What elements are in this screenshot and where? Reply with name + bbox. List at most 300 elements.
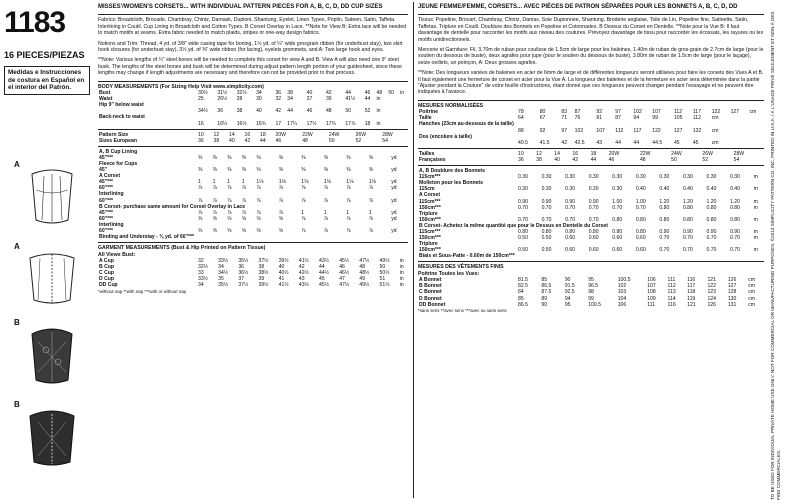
- table-cell: 116: [687, 277, 696, 284]
- row-label: 45": [99, 167, 108, 174]
- table-cell: ⅜: [346, 154, 351, 161]
- table-cell: 40.5: [518, 139, 528, 146]
- table-cell: ⅜: [346, 167, 351, 174]
- table-cell: 33½: [218, 258, 229, 265]
- row-label: Hanches (23cm au-dessous de la taille): [419, 121, 514, 128]
- table-cell: ⅞: [346, 215, 351, 222]
- table-cell: ⅝: [241, 215, 246, 222]
- english-fabrics: Fabrics: Broadcloth, Brocade, Chambray, Chintz, Damask, Dupioni, Shantung, Eyelet, Linen Types, Poplin, Sateen, Satin, Taffeta. Interlining in Coutil. Cup Lining in Broadcloth and Cotton Types. B Corset Overlay in Lace. **Note for View B: Extra lace will be needed to match motifs at seams. Extra fabric needed to match plaids, stripes or one-way design fabrics.: [98, 17, 407, 37]
- table-cell: 83: [561, 109, 568, 116]
- table-cell: ⅞: [368, 185, 373, 192]
- table-cell: 100.5: [588, 301, 601, 308]
- row-label: 150cm***: [419, 235, 441, 242]
- table-cell: 0.70: [706, 247, 717, 254]
- table-cell: 1.20: [659, 198, 670, 205]
- table-cell: 33: [198, 270, 204, 277]
- table-cell: 0.40: [682, 186, 693, 193]
- table-cell: 102: [633, 109, 642, 116]
- table-cell: 119: [687, 295, 696, 302]
- table-cell: ⅞: [346, 197, 351, 204]
- table-row: [98, 138, 408, 144]
- table-cell: cm: [711, 127, 719, 134]
- row-label: B Bonnet: [419, 283, 442, 290]
- table-cell: 42½: [298, 270, 309, 277]
- table-cell: in: [399, 270, 404, 277]
- table-cell: 114: [667, 295, 676, 302]
- table-cell: 41½: [278, 282, 289, 289]
- table-cell: ⅞: [323, 197, 329, 204]
- table-cell: ⅝: [278, 228, 284, 235]
- table-cell: 0.30: [518, 174, 528, 181]
- table-cell: 1: [241, 179, 245, 186]
- table-cell: 0.80: [588, 228, 599, 235]
- table-cell: 67: [539, 115, 546, 122]
- table-cell: 16: [244, 131, 251, 138]
- table-cell: ⅝: [256, 215, 261, 222]
- table-cell: 38: [213, 137, 220, 144]
- table-cell: 105: [673, 115, 683, 122]
- french-title: JEUNE FEMME/FEMME, CORSETS... AVEC PIÈCES DE PATRON SÉPARÉES POUR LES BONNETS A, B, C, D, DD: [418, 4, 738, 10]
- french-garment-subheading: Poitrine Toutes les Vues:: [418, 270, 480, 277]
- table-cell: 0.90: [730, 228, 740, 235]
- table-cell: in: [376, 96, 381, 103]
- table-cell: 26W: [702, 150, 713, 157]
- table-cell: 126: [707, 301, 716, 308]
- table-cell: 38: [287, 90, 293, 97]
- table-cell: ⅝: [212, 215, 217, 222]
- table-cell: 0.80: [659, 204, 670, 211]
- table-cell: 38: [536, 156, 542, 163]
- table-cell: 107: [596, 127, 605, 134]
- table-cell: 121: [687, 301, 696, 308]
- table-cell: ⅜: [241, 167, 246, 174]
- table-cell: 39: [258, 276, 265, 283]
- french-mercerie: Mercerie et Garniture: Fil, 3.70m de ruban pour coulisse de 1.5cm de large pour les baleines, 1.40m de ruban de gros-grain de 2.7cm de large (pour le soutien du dessous de buste), deux agrafes pour jupe (pour le soutien du dessous de buste), 3.80m de ruban de 1.5cm de large (pour le laçage), seize oeillets, un poinçon, A: Deux grosses agrafes.: [418, 47, 764, 66]
- table-cell: 34: [218, 264, 224, 271]
- table-cell: 17½: [306, 120, 317, 127]
- table-cell: 1: [323, 209, 327, 216]
- table-cell: 0.70: [541, 216, 552, 223]
- row-label: 60"***: [99, 185, 114, 192]
- table-cell: 39½: [278, 258, 289, 265]
- table-cell: 37½: [238, 282, 249, 289]
- row-label: Dos (encolure à taille): [419, 133, 472, 140]
- table-cell: 37: [238, 276, 245, 283]
- row-label: Bust: [99, 90, 111, 97]
- row-label: A, B Cup Lining: [99, 148, 138, 155]
- table-cell: 40: [278, 264, 285, 271]
- row-label: 115cm: [419, 186, 435, 193]
- table-cell: 90: [541, 301, 548, 308]
- french-fabric-table: [418, 168, 764, 259]
- table-cell: ⅞: [198, 197, 203, 204]
- table-cell: ⅞: [278, 185, 284, 192]
- table-cell: in: [399, 258, 404, 265]
- table-cell: 50: [379, 264, 386, 271]
- table-cell: 87: [615, 115, 621, 122]
- table-cell: 0.60: [565, 235, 576, 242]
- table-cell: ⅜: [368, 167, 373, 174]
- table-cell: cm: [711, 139, 719, 146]
- table-cell: 48: [325, 108, 332, 115]
- table-cell: ⅝: [198, 215, 203, 222]
- table-cell: 1⅛: [323, 179, 331, 186]
- table-cell: 42: [275, 108, 282, 115]
- table-cell: 0.70: [635, 204, 646, 211]
- table-cell: 44: [260, 137, 266, 144]
- table-cell: 10: [518, 150, 524, 157]
- french-footnote: *sans sens **avec sens ***avec ou sans sens: [418, 307, 507, 313]
- row-label: Back-neck to waist: [99, 114, 145, 121]
- table-cell: 118: [687, 289, 696, 296]
- table-cell: 78: [518, 109, 524, 116]
- table-cell: 117: [692, 109, 701, 116]
- table-cell: 0.60: [565, 247, 576, 254]
- table-cell: 0.60: [635, 235, 646, 242]
- table-cell: 47½: [359, 258, 370, 265]
- table-cell: 48: [302, 137, 308, 144]
- table-cell: 38½: [258, 270, 269, 277]
- view-label-b2: B: [14, 400, 20, 409]
- french-column: [418, 4, 764, 314]
- table-cell: 22W: [302, 131, 313, 138]
- table-cell: ⅞: [212, 197, 217, 204]
- table-cell: 50: [345, 108, 351, 115]
- table-cell: ⅜: [256, 154, 261, 161]
- table-cell: ⅞: [227, 185, 232, 192]
- row-label: A Corset: [99, 173, 121, 180]
- table-cell: 35: [218, 276, 224, 283]
- table-cell: 28: [236, 96, 243, 103]
- table-cell: 43: [298, 276, 305, 283]
- row-label: 150cm***: [419, 204, 441, 211]
- view-label-b1: B: [14, 318, 20, 327]
- table-cell: 32½: [236, 90, 247, 97]
- table-cell: 96.5: [588, 283, 599, 290]
- table-cell: 127: [727, 283, 737, 290]
- row-label: A Bonnet: [419, 277, 442, 284]
- table-cell: yd: [391, 209, 397, 216]
- table-cell: 39: [325, 96, 332, 103]
- table-cell: 0.30: [730, 174, 740, 181]
- table-cell: 16¼: [217, 120, 228, 127]
- table-cell: 36: [275, 90, 282, 97]
- table-cell: 36: [198, 137, 204, 144]
- table-cell: 14: [554, 150, 560, 157]
- table-cell: 0.50: [518, 235, 528, 242]
- table-cell: ⅞: [301, 215, 306, 222]
- table-cell: 91.5: [564, 283, 575, 290]
- table-cell: 0.80: [682, 204, 693, 211]
- table-cell: m: [753, 186, 758, 193]
- table-cell: 98: [588, 289, 594, 296]
- row-label: DD Bonnet: [419, 301, 446, 308]
- table-cell: ⅞: [301, 228, 306, 235]
- table-cell: 131: [727, 301, 737, 308]
- table-cell: 45½: [319, 282, 329, 289]
- table-cell: 89: [541, 295, 548, 302]
- table-cell: ⅜: [212, 154, 217, 161]
- table-cell: 0.80: [730, 216, 740, 223]
- table-cell: 1⅛: [256, 179, 264, 186]
- table-cell: ⅞: [241, 185, 246, 192]
- table-cell: 49: [359, 276, 366, 283]
- table-cell: m: [753, 174, 758, 181]
- table-cell: 32½: [198, 264, 208, 271]
- table-cell: 44: [590, 156, 597, 163]
- table-cell: 47½: [339, 282, 350, 289]
- table-cell: ⅝: [212, 228, 217, 235]
- table-cell: 86.5: [541, 283, 552, 290]
- table-cell: 112: [692, 115, 701, 122]
- french-measurements-table: [418, 109, 764, 146]
- table-cell: 46: [608, 156, 615, 163]
- table-cell: 0.90: [541, 198, 552, 205]
- table-cell: 44: [345, 90, 351, 97]
- table-cell: 30½: [198, 90, 208, 97]
- table-cell: 28W: [382, 131, 393, 138]
- table-cell: ⅜: [301, 154, 306, 161]
- table-cell: 0.80: [635, 216, 646, 223]
- table-cell: 0.70: [518, 216, 528, 223]
- table-cell: 50: [328, 137, 335, 144]
- table-cell: 18: [364, 120, 371, 127]
- row-label: 45"***: [99, 179, 114, 186]
- table-cell: ⅝: [227, 215, 232, 222]
- row-label: Molleton pour les Bonnets: [419, 180, 483, 187]
- table-cell: 1.00: [612, 198, 623, 205]
- table-cell: 36: [217, 108, 224, 115]
- table-cell: in: [400, 90, 405, 97]
- row-label: [418, 140, 517, 146]
- table-cell: 99: [652, 115, 658, 122]
- table-cell: 16: [198, 120, 204, 127]
- table-cell: 33½: [198, 276, 208, 283]
- table-cell: 37½: [258, 258, 269, 265]
- table-cell: 92.5: [564, 289, 575, 296]
- table-cell: 14: [229, 131, 235, 138]
- table-cell: 0.80: [541, 228, 552, 235]
- row-label: Biais et Sous-Patte - 0.60m de 150cm***: [419, 253, 515, 260]
- table-cell: 102: [617, 283, 627, 290]
- table-cell: 1.20: [706, 198, 717, 205]
- garment-measurements-subheading: All Views Bust:: [98, 251, 136, 258]
- table-cell: 50½: [379, 270, 390, 277]
- garment-measurements-table: [98, 258, 408, 288]
- table-cell: 43½: [298, 282, 309, 289]
- row-label: Triplure: [419, 241, 438, 248]
- table-cell: cm: [748, 283, 755, 290]
- table-cell: 44: [615, 139, 621, 146]
- row-label: Taille: [419, 115, 432, 122]
- table-cell: 34½: [198, 108, 208, 115]
- table-cell: 40½: [278, 270, 289, 277]
- row-label: 150cm***: [419, 216, 441, 223]
- french-measurements-heading: MESURES NORMALISÉES: [418, 102, 484, 109]
- table-cell: ⅜: [323, 154, 329, 161]
- table-cell: ⅜: [256, 167, 261, 174]
- table-cell: 28W: [733, 150, 745, 157]
- table-cell: 0.70: [730, 247, 740, 254]
- table-cell: 1: [198, 179, 201, 186]
- table-cell: 52: [355, 137, 362, 144]
- row-label: Pattern Size: [99, 131, 129, 138]
- table-cell: 128: [727, 289, 737, 296]
- table-cell: 107: [647, 283, 656, 290]
- row-label: 45"***: [99, 209, 114, 216]
- corset-a-front-illustration: [26, 168, 78, 226]
- table-cell: m: [753, 198, 758, 205]
- french-note: **Note: Des longueurs variées de baleines en acier de 6mm de large et de différentes longueurs seront utilisées pour faire les corsets des Vues A et B. Il faut également une fermeture de corset en acier pour la Vue A. La longueur des baleines et de la fermeture en acier sera déterminée dans la partie "Ajuster pendant la Couture" de votre feuille d'instructions, étant donné que ces longueurs peuvent changer pendant l'essayage et ne peuvent être indiquées à l'avance.: [418, 70, 764, 96]
- table-cell: 20W: [608, 150, 620, 157]
- table-cell: 54: [733, 156, 740, 163]
- table-cell: 0.70: [565, 204, 576, 211]
- table-cell: 97: [615, 109, 621, 116]
- table-cell: ⅞: [323, 185, 329, 192]
- table-cell: 0.30: [588, 186, 599, 193]
- table-cell: 42: [325, 90, 332, 97]
- row-label: B Cup: [99, 264, 114, 271]
- table-cell: m: [753, 228, 758, 235]
- table-cell: 36½: [238, 270, 249, 277]
- table-cell: ⅞: [256, 197, 261, 204]
- corset-b-front-illustration: [26, 326, 78, 386]
- table-cell: 0.70: [730, 235, 740, 242]
- table-cell: ⅞: [212, 185, 217, 192]
- table-cell: 81: [596, 115, 603, 122]
- table-cell: 41½: [345, 96, 356, 103]
- table-cell: 44: [287, 108, 293, 115]
- table-cell: ⅞: [256, 209, 261, 216]
- row-label: Tailles: [419, 150, 435, 157]
- table-cell: 0.70: [682, 235, 693, 242]
- table-cell: 46: [364, 90, 371, 97]
- table-cell: 109: [647, 295, 656, 302]
- row-label: B Corset- purchase same amount for Corset Overlay in Lace: [99, 203, 246, 210]
- table-cell: 122: [652, 127, 661, 134]
- table-cell: ⅝: [278, 215, 284, 222]
- table-cell: 0.70: [659, 247, 670, 254]
- table-cell: 103: [617, 289, 627, 296]
- table-cell: 0.80: [635, 228, 646, 235]
- table-cell: 50: [671, 156, 677, 163]
- table-cell: 0.30: [565, 174, 576, 181]
- table-cell: 32: [198, 258, 204, 265]
- table-cell: 41.5: [539, 139, 550, 146]
- table-cell: ⅞: [346, 185, 351, 192]
- table-cell: 95: [588, 277, 594, 284]
- table-cell: 39½: [258, 282, 269, 289]
- row-label: 60"***: [99, 197, 114, 204]
- row-label: Waist: [99, 96, 113, 103]
- table-cell: ⅞: [212, 209, 217, 216]
- table-cell: 17⅞: [345, 120, 356, 127]
- table-cell: 0.30: [635, 174, 646, 181]
- table-cell: cm: [749, 109, 757, 116]
- table-cell: 0.90: [565, 198, 576, 205]
- table-cell: ⅞: [256, 185, 261, 192]
- row-label: C Cup: [99, 270, 114, 277]
- table-cell: 36: [238, 264, 245, 271]
- table-cell: 17¾: [325, 120, 336, 127]
- table-cell: 0.80: [659, 216, 670, 223]
- table-cell: 0.30: [541, 186, 552, 193]
- table-cell: 85: [541, 277, 548, 284]
- table-cell: 112: [673, 109, 683, 116]
- table-cell: 0.60: [588, 235, 599, 242]
- table-cell: ⅜: [198, 154, 203, 161]
- table-cell: 117: [687, 283, 696, 290]
- table-cell: 16¾: [256, 120, 266, 127]
- table-cell: 123: [707, 289, 716, 296]
- table-cell: 0.30: [565, 186, 576, 193]
- table-cell: 1: [227, 179, 230, 186]
- table-cell: 0.70: [612, 204, 623, 211]
- table-cell: cm: [748, 277, 755, 284]
- table-cell: 44.5: [652, 139, 663, 146]
- table-cell: 48: [639, 156, 646, 163]
- table-cell: 104: [617, 295, 627, 302]
- table-cell: 42: [298, 264, 305, 271]
- corset-a-back-illustration: [26, 250, 78, 306]
- table-cell: 111: [647, 301, 655, 308]
- table-cell: ⅞: [198, 209, 203, 216]
- table-cell: 113: [667, 289, 676, 296]
- table-cell: 76: [574, 115, 581, 122]
- table-cell: 34: [287, 96, 293, 103]
- table-cell: 84: [518, 289, 524, 296]
- table-cell: 54: [382, 137, 388, 144]
- table-cell: 100.5: [617, 277, 631, 284]
- table-cell: 41½: [298, 258, 309, 265]
- table-cell: 0.40: [706, 186, 717, 193]
- fabric-yardage-table: [98, 149, 408, 240]
- table-cell: 0.30: [682, 174, 693, 181]
- table-cell: 44: [319, 264, 325, 271]
- row-label: 115cm***: [419, 198, 441, 205]
- row-label: C Bonnet: [419, 289, 442, 296]
- table-cell: 46: [339, 264, 345, 271]
- table-cell: 0.30: [518, 186, 528, 193]
- table-cell: 44: [633, 139, 640, 146]
- table-cell: 48: [359, 264, 366, 271]
- table-cell: ⅜: [198, 167, 203, 174]
- table-cell: 40: [229, 137, 235, 144]
- table-cell: ⅞: [346, 228, 351, 235]
- table-cell: ⅝: [256, 228, 261, 235]
- table-cell: 0.80: [612, 216, 623, 223]
- french-garment-table: [418, 277, 764, 307]
- table-cell: 34: [198, 282, 204, 289]
- pattern-size-table: [98, 132, 408, 144]
- table-cell: 1: [301, 209, 305, 216]
- table-cell: 0.80: [518, 228, 528, 235]
- english-title: MISSES'/WOMEN'S CORSETS... WITH INDIVIDUAL PATTERN PIECES FOR A, B, C, D, DD CUP SIZES: [98, 4, 383, 10]
- table-cell: 45: [692, 139, 699, 146]
- table-cell: 0.70: [659, 235, 670, 242]
- row-label: 115cm***: [419, 174, 441, 181]
- table-cell: in: [399, 276, 404, 283]
- table-cell: 0.80: [706, 216, 717, 223]
- row-label: Hip 9" below waist: [99, 102, 144, 109]
- column-divider: [413, 2, 414, 498]
- table-cell: 0.70: [682, 247, 693, 254]
- table-cell: ⅜: [278, 167, 284, 174]
- table-cell: 0.30: [706, 174, 717, 181]
- table-cell: 35½: [218, 282, 229, 289]
- table-cell: ⅜: [212, 167, 217, 174]
- table-cell: 99: [588, 295, 594, 302]
